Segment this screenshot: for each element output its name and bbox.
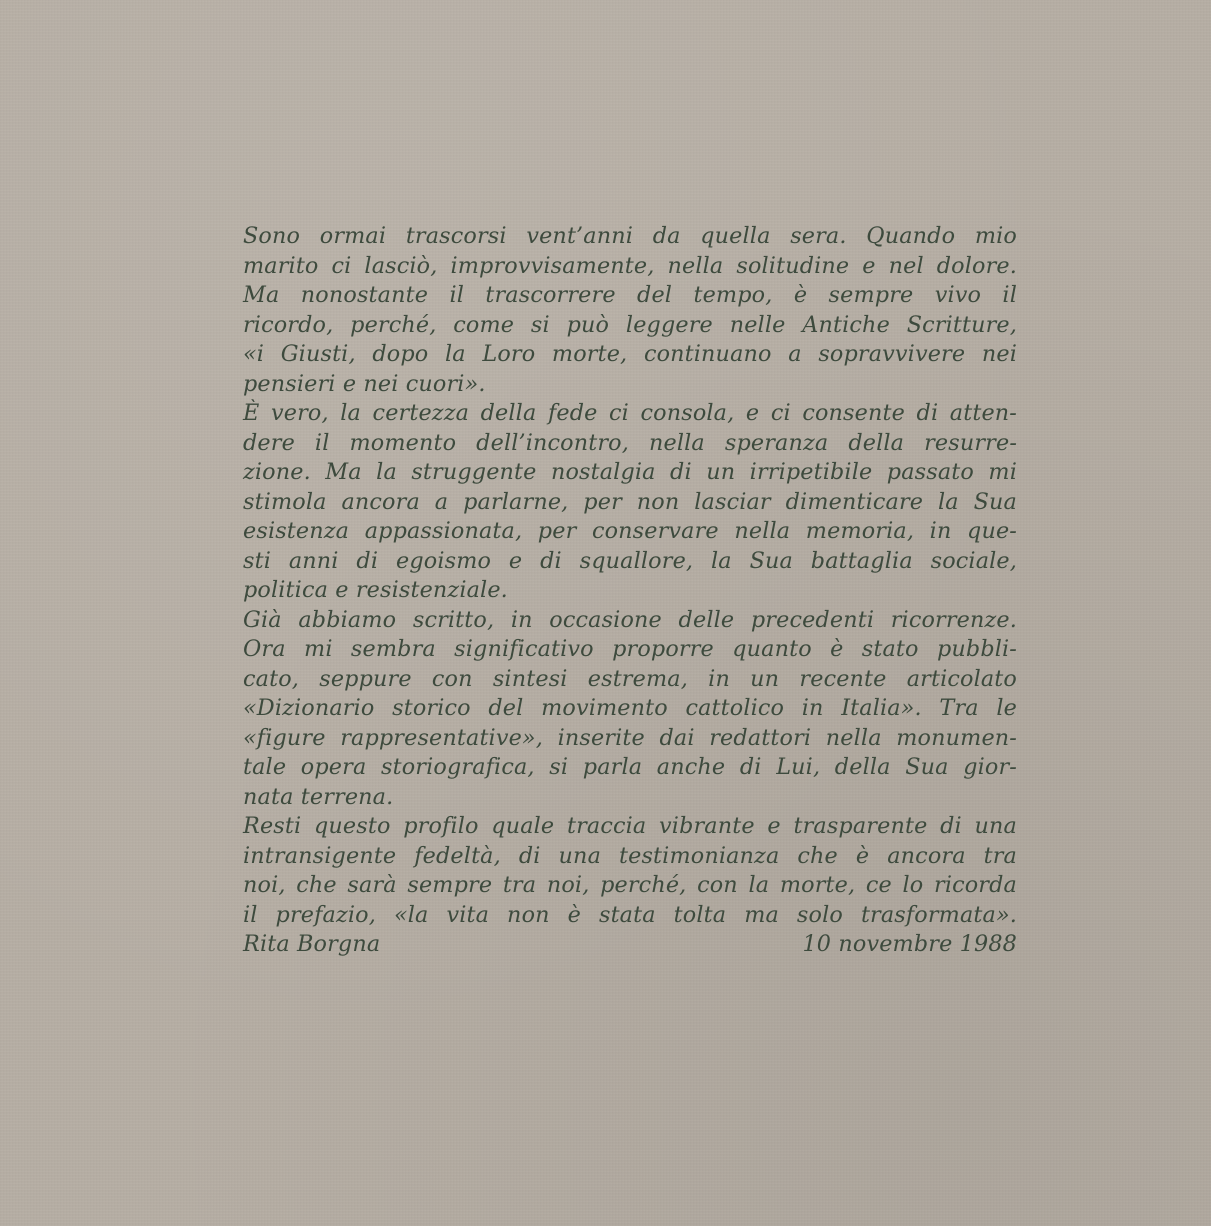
text-line: È vero, la certezza della fede ci consola, e ci consente di atten- <box>243 400 1017 426</box>
text-line: pensieri e nei cuori». <box>243 370 486 397</box>
text-line: Sono ormai trascorsi vent’anni da quella sera. Quando mio <box>243 223 1017 249</box>
text-line: noi, che sarà sempre tra noi, perché, con la morte, ce lo ricorda <box>243 872 1017 898</box>
text-line: Ora mi sembra significativo proporre quanto è stato pubbli- <box>243 636 1017 662</box>
text-line: Resti questo profilo quale traccia vibrante e trasparente di una <box>243 813 1017 839</box>
text-line: Ma nonostante il trascorrere del tempo, è sempre vivo il <box>243 282 1017 308</box>
letter-paragraphs <box>243 222 1017 930</box>
signature-name: Rita Borgna <box>243 931 381 957</box>
text-line: il prefazio, «la vita non è stata tolta ma solo trasformata». <box>243 901 1017 928</box>
signature-date: 10 novembre 1988 <box>802 931 1017 957</box>
text-line: «Dizionario storico del movimento cattolico in Italia». Tra le <box>243 695 1017 721</box>
text-line: tale opera storiografica, si parla anche di Lui, della Sua gior- <box>243 754 1017 780</box>
text-line: esistenza appassionata, per conservare nella memoria, in que- <box>243 518 1017 544</box>
text-line: marito ci lasciò, improvvisamente, nella solitudine e nel dolore. <box>243 252 1017 279</box>
signature-row <box>243 930 1017 960</box>
text-line: ricordo, perché, come si può leggere nelle Antiche Scritture, <box>243 311 1017 338</box>
text-line: zione. Ma la struggente nostalgia di un irripetibile passato mi <box>243 459 1017 485</box>
text-line: sti anni di egoismo e di squallore, la Sua battaglia sociale, <box>243 547 1017 574</box>
text-line: «figure rappresentative», inserite dai redattori nella monumen- <box>243 724 1017 751</box>
text-line: «i Giusti, dopo la Loro morte, continuano a sopravvivere nei <box>243 341 1017 367</box>
text-line: nata terrena. <box>243 783 394 810</box>
text-line: cato, seppure con sintesi estrema, in un recente articolato <box>243 665 1017 692</box>
text-line: Già abbiamo scritto, in occasione delle precedenti ricorrenze. <box>243 606 1017 633</box>
text-line: politica e resistenziale. <box>243 577 508 603</box>
text-line: stimola ancora a parlarne, per non lasciar dimenticare la Sua <box>243 488 1017 515</box>
letter-text <box>243 222 1017 960</box>
text-line: intransigente fedeltà, di una testimonianza che è ancora tra <box>243 842 1017 869</box>
text-line: dere il momento dell’incontro, nella speranza della resurre- <box>243 429 1017 456</box>
